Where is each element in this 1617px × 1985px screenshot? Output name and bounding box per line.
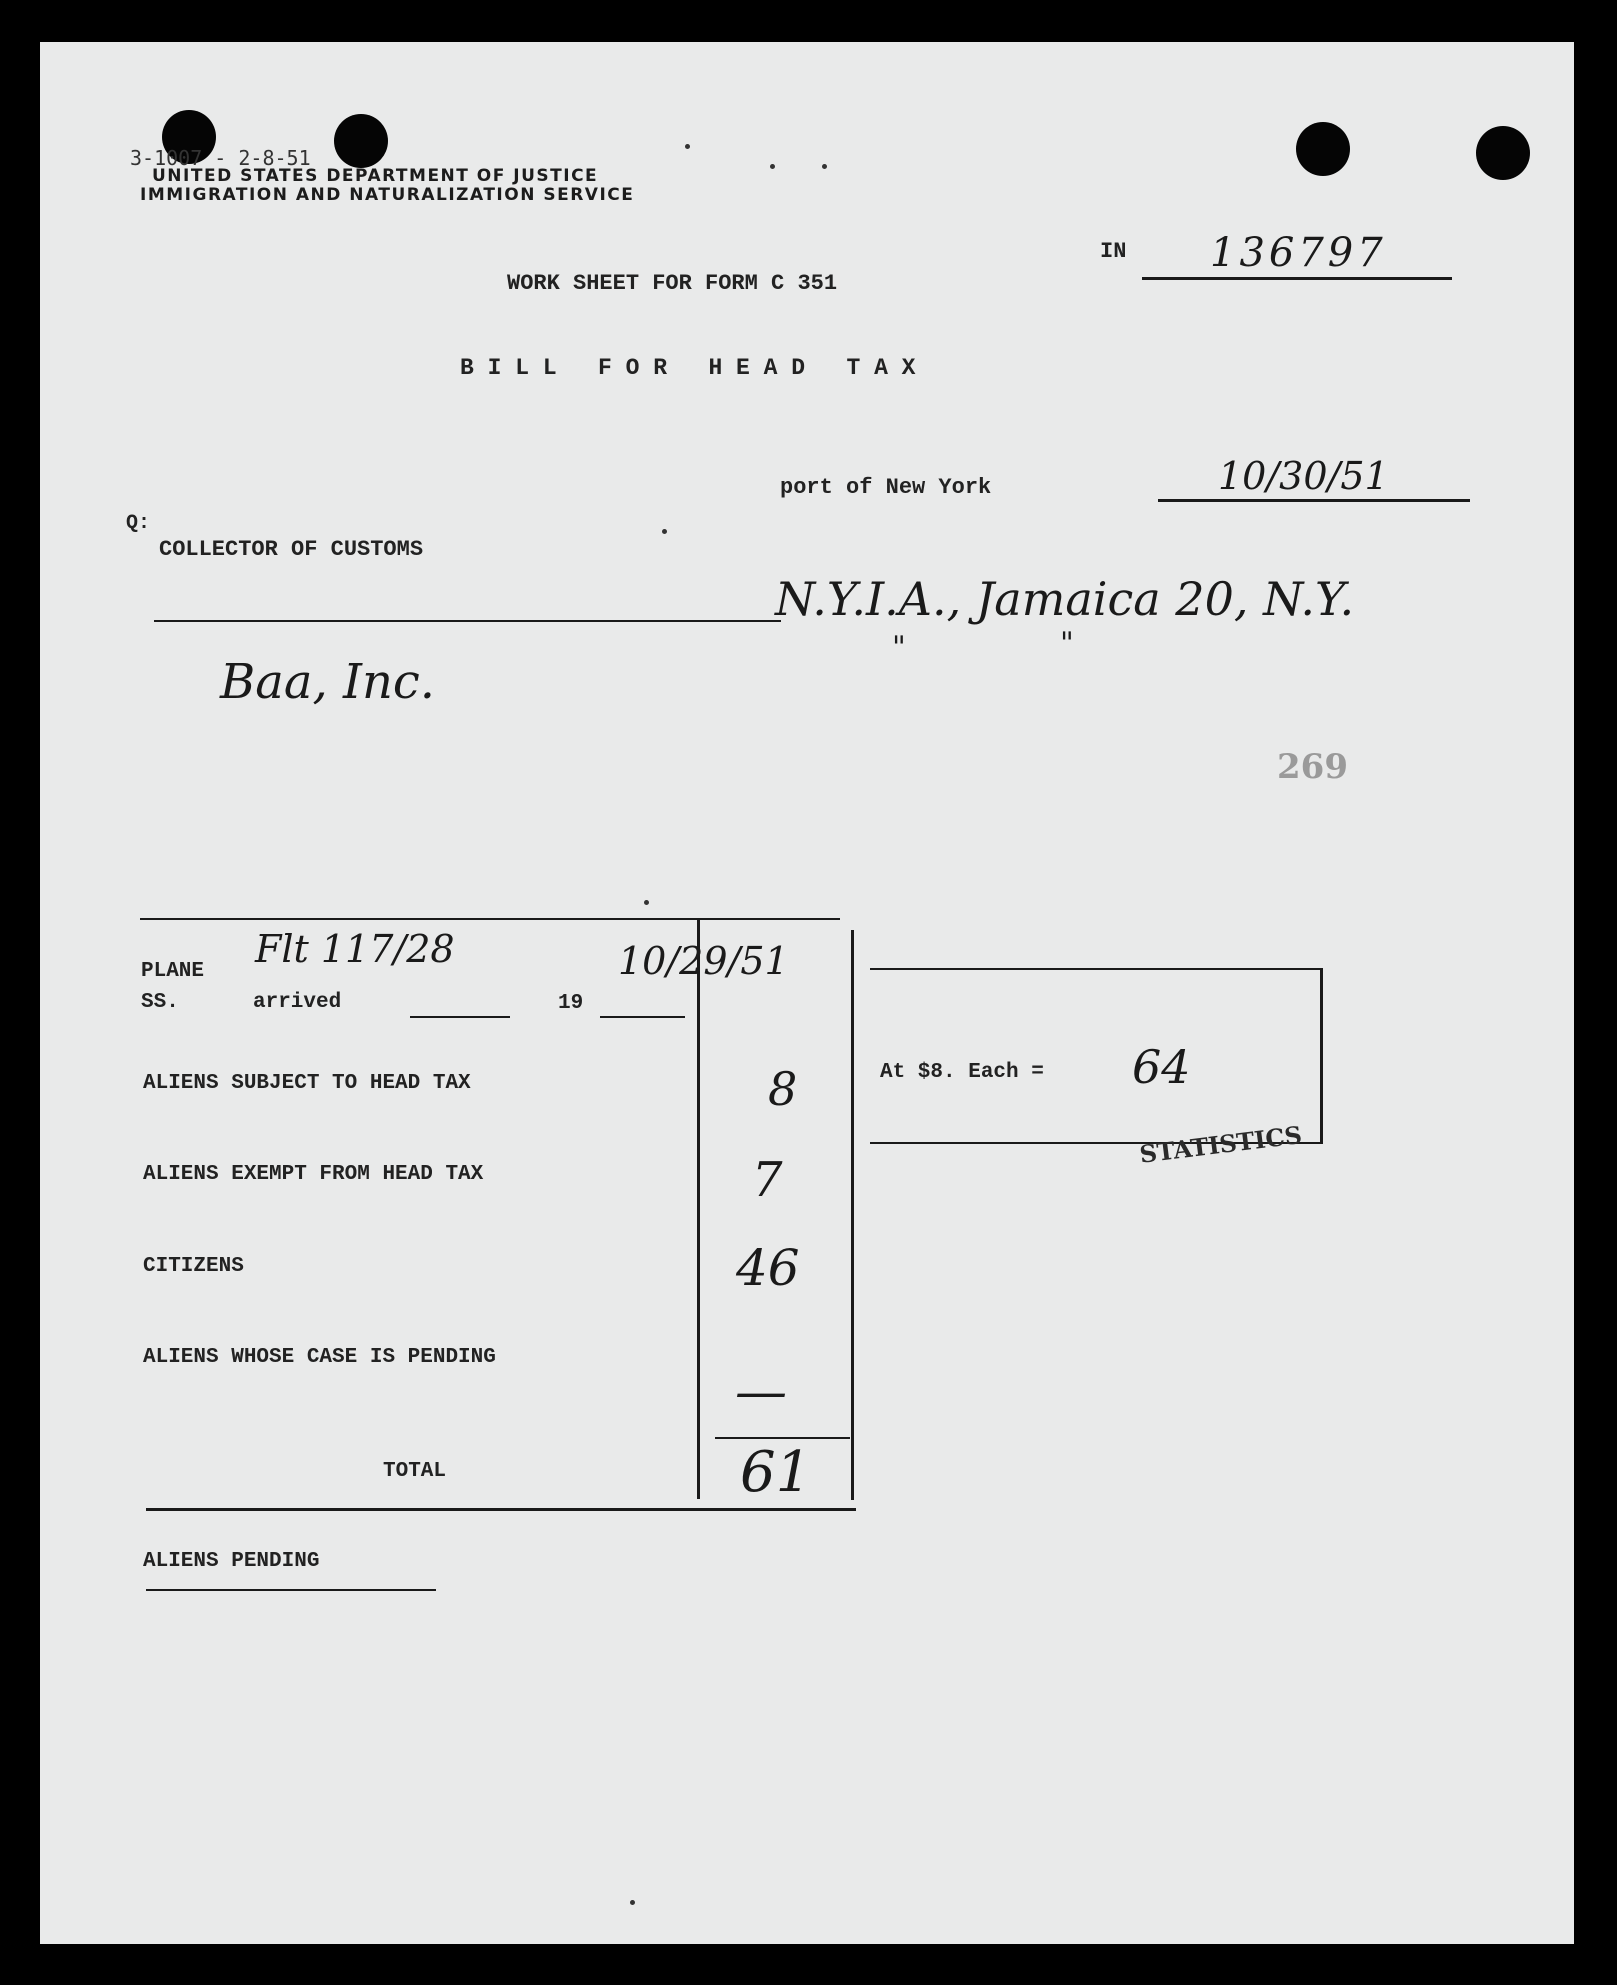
tax-amount: 64 <box>1132 1040 1191 1094</box>
arrived-underline <box>410 1016 510 1018</box>
department-heading: UNITED STATES DEPARTMENT OF JUSTICE <box>152 166 599 186</box>
bill-title: B I L L F O R H E A D T A X <box>460 355 916 381</box>
bill-date: 10/30/51 <box>1218 454 1389 498</box>
punch-hole <box>1296 122 1350 176</box>
port-label: port of New York <box>780 475 992 500</box>
address-line <box>154 620 781 622</box>
collector-label: COLLECTOR OF CUSTOMS <box>159 537 424 562</box>
speck <box>662 529 667 534</box>
ditto-mark: " <box>1060 626 1074 661</box>
speck <box>644 900 649 905</box>
row-value-exempt: 7 <box>752 1152 783 1208</box>
date-underline <box>1158 499 1470 502</box>
speck <box>685 144 690 149</box>
speck <box>630 1900 635 1905</box>
row-value-citizens: 46 <box>736 1239 800 1297</box>
aliens-pending-label: ALIENS PENDING <box>143 1550 320 1573</box>
row-value-pending: — <box>735 1362 787 1422</box>
flight-number-handwritten: Flt 117/28 <box>255 927 455 971</box>
plane-label: PLANE <box>141 960 205 983</box>
ditto-mark: " <box>892 630 906 665</box>
aliens-pending-underline <box>146 1589 436 1591</box>
in-number: 136797 <box>1210 230 1387 276</box>
service-heading: IMMIGRATION AND NATURALIZATION SERVICE <box>140 185 635 205</box>
in-label: IN <box>1100 239 1127 264</box>
punch-hole <box>1476 126 1530 180</box>
row-label-exempt: ALIENS EXEMPT FROM HEAD TAX <box>143 1163 484 1186</box>
table-bottom-rule <box>146 1508 856 1511</box>
worksheet-title: WORK SHEET FOR FORM C 351 <box>507 271 838 296</box>
tax-box <box>870 968 1323 1144</box>
total-value: 61 <box>740 1440 812 1505</box>
statistics-stamp: STATISTICS <box>1138 1120 1304 1169</box>
tax-rate-label: At $8. Each = <box>880 1061 1044 1084</box>
document-page <box>40 42 1574 1944</box>
row-label-subject: ALIENS SUBJECT TO HEAD TAX <box>143 1072 471 1095</box>
arrival-date-handwritten: 10/29/51 <box>618 939 789 983</box>
arrived-underline <box>600 1016 685 1018</box>
arrived-label: arrived <box>253 991 342 1014</box>
total-rule <box>715 1437 850 1439</box>
table-column-divider <box>697 918 700 1499</box>
row-label-citizens: CITIZENS <box>143 1255 244 1278</box>
stamp-number: 269 <box>1277 747 1348 787</box>
address-handwritten: N.Y.I.A., Jamaica 20, N.Y. <box>775 572 1355 626</box>
speck <box>770 164 775 169</box>
total-label: TOTAL <box>383 1460 447 1483</box>
row-label-pending: ALIENS WHOSE CASE IS PENDING <box>143 1346 496 1369</box>
year-prefix: 19 <box>558 992 584 1015</box>
speck <box>822 164 827 169</box>
table-top-rule <box>140 918 840 920</box>
to-label: Q: <box>126 512 151 535</box>
table-right-border <box>851 930 854 1500</box>
form-code: 3-1007 - 2-8-51 <box>130 146 311 170</box>
row-value-subject: 8 <box>768 1062 798 1116</box>
ss-label: SS. <box>141 991 179 1014</box>
carrier-handwritten: Baa, Inc. <box>220 654 436 710</box>
punch-hole <box>334 114 388 168</box>
in-number-underline <box>1142 277 1452 280</box>
